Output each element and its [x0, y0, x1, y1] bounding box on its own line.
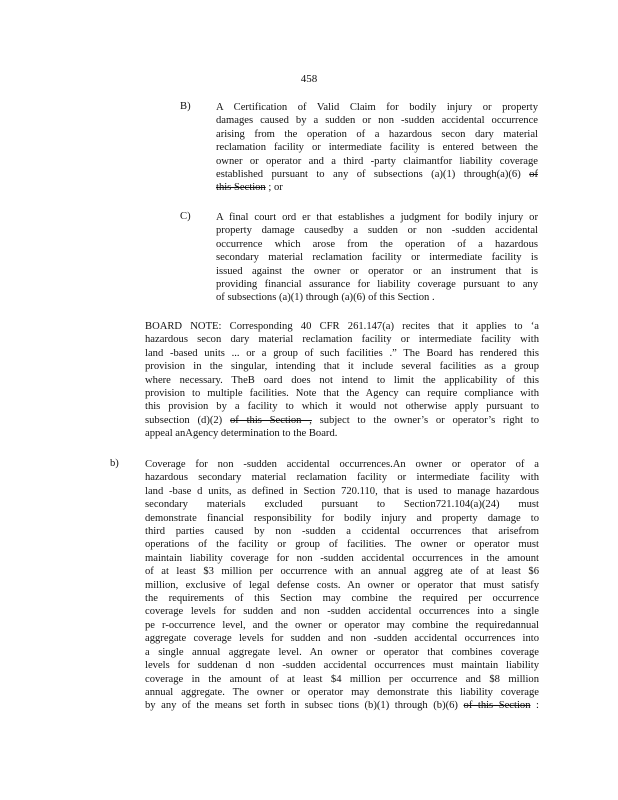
text-line: secondary materials excluded pursuant to Section721.104(a)(24) must [145, 499, 539, 511]
text-line: provision in the singular, intending that it include several facilities as a group [145, 361, 539, 373]
item-c-label: C) [180, 211, 191, 222]
struck-text: of this Section , [229, 414, 312, 426]
text-line [145, 699, 539, 712]
text-line: damages caused by a sudden or non -sudden accidental occurrence [216, 115, 538, 127]
board-note [145, 320, 539, 441]
text-line: where necessary. TheB oard does not intend to limit the applicability of this [145, 374, 539, 386]
text-line: owner or operator and a third -party claimantfor liability coverage [216, 155, 538, 167]
text-line: maintain liability coverage for non -sudden accidental occurrences in the amount [145, 552, 539, 564]
text-line: aggregate coverage levels for sudden and non -sudden accidental occurrences into [145, 633, 539, 645]
text-line: A final court ord er that establishes a judgment for bodily injury or [216, 212, 538, 223]
text-line: demonstrate financial responsibility for bodily injury and property damage to [145, 512, 539, 524]
text-span: by any of the means set forth in subsec tions (b)(1) through (b)(6) [145, 700, 458, 712]
text-line: hazardous secondary material reclamation facility or intermediate facility with [145, 472, 539, 484]
text-line: annual aggregate. The owner or operator may demonstrate this liability coverage [145, 686, 539, 698]
text-line: coverage levels for sudden and non -sudden accidental occurrences into a single [145, 606, 539, 618]
text-span: subject to the owner’s or operator’s right to [319, 414, 539, 426]
item-b-lower-label: b) [110, 458, 119, 469]
text-line: appeal anAgency determination to the Board. [145, 428, 338, 440]
text-line: the requirements of this Section may combine the required per occurrence [145, 593, 539, 605]
text-line: providing financial assurance for liability coverage pursuant to any [216, 279, 538, 291]
text-line: a single annual aggregate level. An owner or operator that combines coverage [145, 646, 539, 658]
text-line: arising from the operation of a hazardous secon dary material [216, 128, 538, 140]
text-line: property damage causedby a sudden or non -sudden accidental [216, 225, 538, 237]
text-line: third parties caused by non -sudden a ccidental occurrences that arisefrom [145, 526, 539, 538]
text-span: : [536, 700, 539, 712]
text-line: million, exclusive of legal defense costs. An owner or operator that must satisfy [145, 579, 539, 591]
text-line: reclamation facility or intermediate facility is entered between the [216, 142, 538, 154]
struck-text: of this Section [463, 700, 531, 712]
text-line: of at least $3 million per occurrence with an annual aggreg ate of at least $6 [145, 566, 539, 578]
struck-text: this Section [216, 182, 266, 194]
text-line: occurrence which arose from the operation of a hazardous [216, 238, 538, 250]
text-line: levels for suddenan d non -sudden accidental occurrences must maintain liability [145, 660, 539, 672]
text-line: land -base d units, as defined in Section 720.110, that is used to manage hazardous [145, 485, 539, 497]
text-line: issued against the owner or operator or an instrument that is [216, 265, 538, 277]
text-line: coverage in the amount of at least $4 million per occurrence and $8 million [145, 673, 539, 685]
text-line: secondary material reclamation facility or intermediate facility is [216, 252, 538, 264]
text-line: of subsections (a)(1) through (a)(6) of this Section . [216, 292, 435, 304]
text-line: this provision by a facility to which it would not otherwise apply pursuant to [145, 401, 539, 413]
item-b-upper-label: B) [180, 101, 191, 112]
text-line [216, 168, 538, 181]
text-span: established pursuant to any of subsections (a)(1) through(a)(6) [216, 169, 521, 181]
text-line: pe r-occurrence level, and the owner or operator may combine the requiredannual [145, 619, 539, 631]
item-b-upper-text [216, 101, 538, 195]
text-span: subsection (d)(2) [145, 414, 223, 426]
text-line: BOARD NOTE: Corresponding 40 CFR 261.147(a) recites that it applies to ‘a [145, 321, 539, 332]
text-line: land -based units ... or a group of such facilities .” The Board has rendered this [145, 347, 539, 359]
text-line: Coverage for non -sudden accidental occurrences.An owner or operator of a [145, 459, 539, 470]
item-b-lower-text [145, 458, 539, 713]
struck-text: of [529, 169, 538, 181]
text-line [145, 414, 539, 427]
text-line [216, 181, 538, 194]
text-line: operations of the facility or group of facilities. The owner or operator must [145, 539, 539, 551]
text-line: A Certification of Valid Claim for bodily injury or property [216, 102, 538, 113]
text-line: hazardous secon dary material reclamation facility or intermediate facility with [145, 334, 539, 346]
page-number: 458 [300, 73, 318, 85]
item-c-text [216, 211, 538, 305]
text-line: provision to multiple facilities. Note that the Agency can require compliance with [145, 388, 539, 400]
text-span: ; or [268, 182, 283, 194]
